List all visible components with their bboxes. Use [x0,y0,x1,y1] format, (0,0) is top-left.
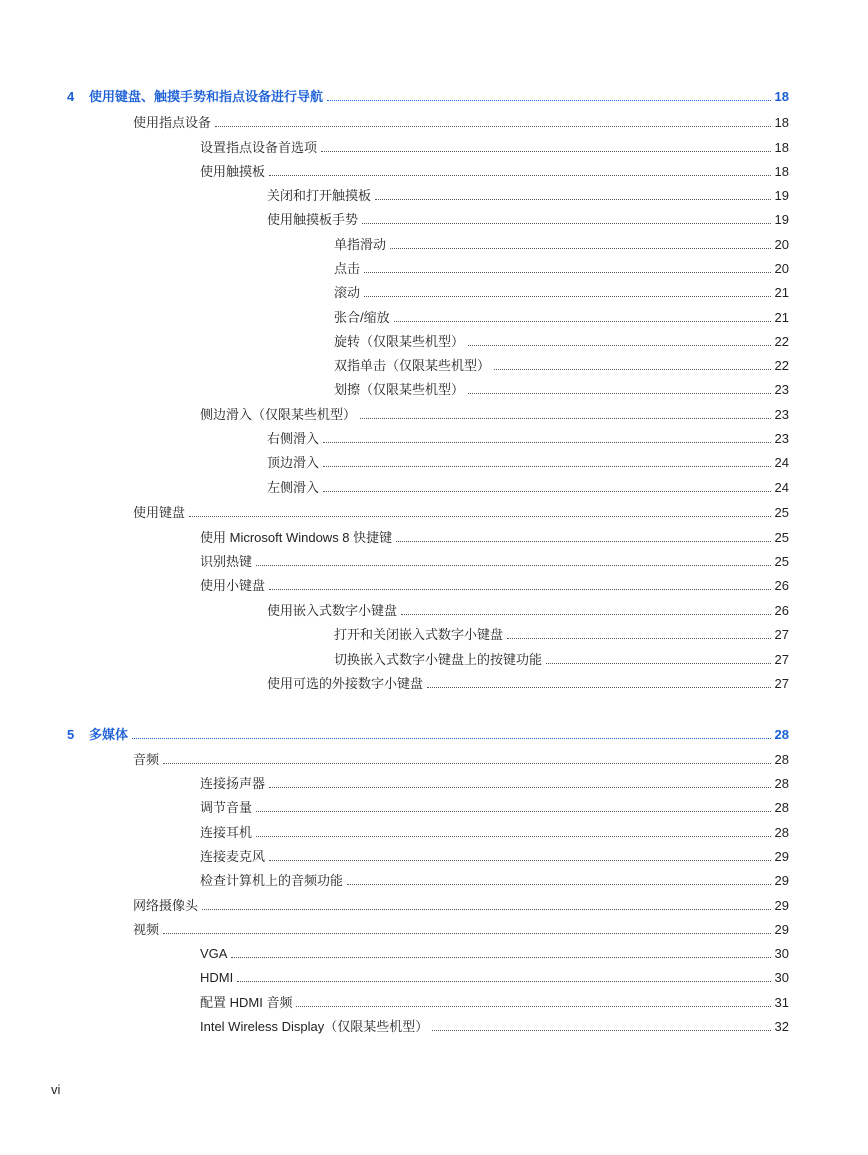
toc-entry-title: HDMI [200,970,234,985]
toc-page-number: 18 [774,164,789,179]
toc-page-number: 23 [774,407,789,422]
toc-page-number: 29 [774,922,789,937]
toc-entry[interactable] [334,283,789,303]
toc-page-number: 27 [774,627,789,642]
toc-entry-title: 使用键盘、触摸手势和指点设备进行导航 [89,89,324,104]
toc-entry[interactable] [334,235,789,255]
toc-page-number: 26 [774,603,789,618]
toc-page-number: 29 [774,898,789,913]
toc-page-number: 27 [774,676,789,691]
toc-page-number: 18 [774,140,789,155]
toc-entry[interactable] [334,380,789,400]
chapter-number: 5 [67,727,75,742]
toc-entry[interactable] [200,162,789,182]
toc-entry-title: 侧边滑入（仅限某些机型） [200,407,357,422]
toc-entry[interactable] [133,503,789,523]
dot-leader [323,478,771,492]
dot-leader [546,650,771,664]
dot-leader [321,138,771,152]
toc-entry[interactable] [334,332,789,352]
toc-page-number: 30 [774,970,789,985]
toc-entry[interactable] [200,847,789,867]
toc-entry[interactable] [133,750,789,770]
dot-leader [269,576,771,590]
toc-entry-title: 使用键盘 [133,505,186,520]
dot-leader [390,235,771,249]
dot-leader [189,503,771,517]
toc-page-number: 23 [774,431,789,446]
toc-entry-title: 打开和关闭嵌入式数字小键盘 [334,627,504,642]
toc-entry-title: 网络摄像头 [133,898,199,913]
toc-page-number: 23 [774,382,789,397]
toc-entry[interactable] [267,453,789,473]
toc-entry-title: 张合/缩放 [334,310,390,325]
dot-leader [256,823,771,837]
dot-leader [269,774,771,788]
toc-entry-title: 右侧滑入 [267,431,320,446]
dot-leader [327,87,771,101]
toc-entry[interactable] [200,871,789,891]
page-number: vi [51,1082,61,1097]
toc-page-number: 28 [774,776,789,791]
dot-leader [468,380,771,394]
toc-entry[interactable] [133,920,789,940]
toc-page-number: 28 [774,752,789,767]
dot-leader [364,259,771,273]
toc-entry-title: 使用嵌入式数字小键盘 [267,603,398,618]
dot-leader [323,429,771,443]
toc-entry-title: 点击 [334,261,361,276]
toc-entry[interactable] [267,210,789,230]
toc-entry[interactable] [267,429,789,449]
dot-leader [375,186,771,200]
toc-page-number: 31 [774,995,789,1010]
toc-entry-title: 视频 [133,922,160,937]
toc-page-number: 22 [774,334,789,349]
toc-entry-title: 连接麦克风 [200,849,266,864]
dot-leader [256,552,771,566]
toc-entry-title: 连接扬声器 [200,776,266,791]
toc-entry-title: 顶边滑入 [267,455,320,470]
toc-page-number: 32 [774,1019,789,1034]
dot-leader [163,920,771,934]
toc-page-number: 29 [774,873,789,888]
toc-chapter-entry[interactable] [67,87,789,107]
toc-entry[interactable] [200,528,789,548]
toc-chapter-entry[interactable] [67,725,789,745]
toc-page-number: 27 [774,652,789,667]
dot-leader [237,968,770,982]
dot-leader [323,453,771,467]
toc-entry-title: 使用触摸板手势 [267,212,359,227]
toc-entry[interactable] [200,944,789,964]
toc-entry[interactable] [267,601,789,621]
toc-entry[interactable] [334,625,789,645]
toc-entry[interactable] [200,1017,789,1037]
toc-page-number: 19 [774,212,789,227]
toc-entry-title: 多媒体 [89,727,129,742]
toc-entry[interactable] [200,798,789,818]
dot-leader [132,725,771,739]
toc-entry[interactable] [200,993,789,1013]
toc-page-number: 25 [774,505,789,520]
dot-leader [362,210,771,224]
toc-page-number: 21 [774,310,789,325]
toc-page-number: 30 [774,946,789,961]
chapter-number: 4 [67,89,75,104]
dot-leader [401,601,771,615]
toc-entry-title: VGA [200,946,228,961]
toc-entry[interactable] [267,186,789,206]
dot-leader [360,405,771,419]
dot-leader [231,944,770,958]
toc-entry-title: 调节音量 [200,800,253,815]
toc-page-number: 19 [774,188,789,203]
dot-leader [256,798,771,812]
toc-entry-title: 使用指点设备 [133,115,212,130]
toc-entry-title: 音频 [133,752,160,767]
toc-entry[interactable] [133,113,789,133]
toc-page-number: 26 [774,578,789,593]
toc-entry[interactable] [200,405,789,425]
toc-entry[interactable] [133,896,789,916]
toc-entry[interactable] [267,674,789,694]
dot-leader [296,993,770,1007]
toc-entry[interactable] [200,774,789,794]
toc-entry[interactable] [200,968,789,988]
dot-leader [215,113,771,127]
toc-page-number: 22 [774,358,789,373]
toc-entry-title: 设置指点设备首选项 [200,140,318,155]
toc-entry-title: 使用小键盘 [200,578,266,593]
dot-leader [364,283,771,297]
toc-entry-title: 配置 HDMI 音频 [200,995,293,1010]
toc-entry[interactable] [334,308,789,328]
toc-entry-title: 识别热键 [200,554,253,569]
toc-page-number: 28 [774,727,789,742]
toc-entry-title: 使用可选的外接数字小键盘 [267,676,424,691]
toc-page-number: 25 [774,530,789,545]
toc-page-number: 24 [774,455,789,470]
toc-entry-title: 检查计算机上的音频功能 [200,873,344,888]
dot-leader [427,674,771,688]
toc-entry[interactable] [334,650,789,670]
dot-leader [202,896,771,910]
toc-entry-title: 旋转（仅限某些机型） [334,334,465,349]
dot-leader [347,871,771,885]
toc-page-number: 20 [774,261,789,276]
toc-page-number: 29 [774,849,789,864]
toc-page-number: 18 [774,89,789,104]
toc-entry-title: 单指滑动 [334,237,387,252]
toc-page-number: 28 [774,800,789,815]
toc-page-number: 20 [774,237,789,252]
dot-leader [269,162,771,176]
dot-leader [269,847,771,861]
toc-page-number: 28 [774,825,789,840]
toc-entry[interactable] [334,356,789,376]
toc-entry[interactable] [200,138,789,158]
toc-entry-title: Intel Wireless Display（仅限某些机型） [200,1019,429,1034]
toc-entry-title: 划擦（仅限某些机型） [334,382,465,397]
dot-leader [432,1017,770,1031]
toc-entry-title: 切换嵌入式数字小键盘上的按键功能 [334,652,543,667]
dot-leader [507,625,771,639]
toc-entry-title: 关闭和打开触摸板 [267,188,372,203]
toc-entry[interactable] [200,552,789,572]
dot-leader [494,356,771,370]
toc-page-number: 25 [774,554,789,569]
toc-entry-title: 使用触摸板 [200,164,266,179]
toc-entry-title: 使用 Microsoft Windows 8 快捷键 [200,530,393,545]
toc-entry-title: 左侧滑入 [267,480,320,495]
toc-entry[interactable] [334,259,789,279]
toc-page-number: 18 [774,115,789,130]
toc-entry[interactable] [200,823,789,843]
toc-entry-title: 双指单击（仅限某些机型） [334,358,491,373]
dot-leader [394,308,771,322]
toc-entry[interactable] [267,478,789,498]
toc-page-number: 24 [774,480,789,495]
dot-leader [468,332,771,346]
dot-leader [396,528,770,542]
toc-entry[interactable] [200,576,789,596]
toc-entry-title: 滚动 [334,285,361,300]
toc-page-number: 21 [774,285,789,300]
dot-leader [163,750,771,764]
toc-entry-title: 连接耳机 [200,825,253,840]
